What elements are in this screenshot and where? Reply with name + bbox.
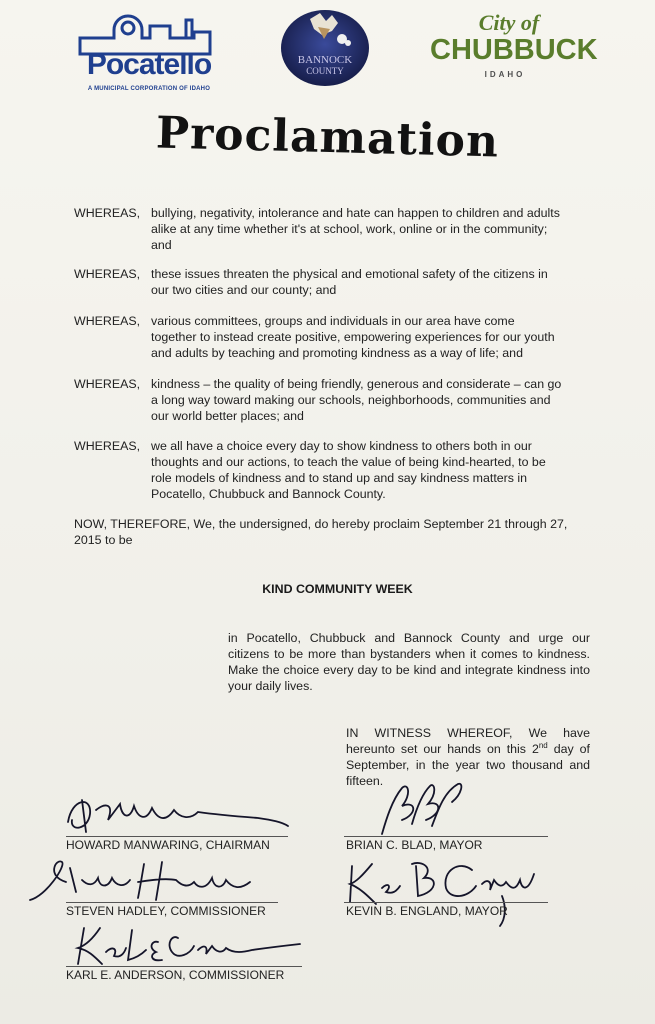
signature-manwaring: [62, 792, 292, 840]
proclamation-title: Proclamation: [155, 107, 500, 168]
witness-ordinal-suffix: nd: [538, 741, 548, 750]
chubbuck-wordmark: CHUBBUCK: [430, 34, 598, 66]
signature-anderson: [66, 924, 306, 968]
signature-line: [344, 902, 548, 903]
event-paragraph: in Pocatello, Chubbuck and Bannock County and urge our citizens to be more than bystanders when it comes to kindness. Make the choice every day to be kind and integrate kindness into your daily lives.: [228, 631, 590, 693]
handwritten-signature-icon: [66, 924, 306, 968]
whereas-label: WHEREAS,: [74, 267, 141, 281]
therefore-paragraph: NOW, THEREFORE, We, the undersigned, do hereby proclaim September 21 through 27, 2015 to be: [74, 517, 568, 547]
witness-text-end: day of September, in the year two thousand and fifteen.: [346, 742, 590, 788]
signatory-name: BRIAN C. BLAD, MAYOR: [346, 838, 483, 852]
signatory-name: HOWARD MANWARING, CHAIRMAN: [66, 838, 270, 852]
whereas-text: we all have a choice every day to show kindness to others both in our thoughts and our actions, to teach the value of being kind-hearted, to be role models of kindness and to stand up and say kindness matters in Pocatello, Chubbuck and Bannock County.: [151, 439, 546, 501]
whereas-label: WHEREAS,: [74, 439, 141, 453]
signature-line: [66, 836, 288, 837]
whereas-clause: [74, 376, 574, 426]
chubbuck-state: IDAHO: [484, 70, 526, 79]
handwritten-signature-icon: [62, 792, 292, 840]
whereas-clause: [74, 438, 574, 504]
whereas-text: kindness – the quality of being friendly, generous and considerate – can go a long way toward making our schools, neighborhoods, communities and our world better places; and: [151, 377, 562, 423]
pocatello-wordmark: Pocatello: [86, 48, 212, 81]
whereas-text: these issues threaten the physical and emotional safety of the citizens in our two cities and our county; and: [151, 267, 548, 297]
whereas-label: WHEREAS,: [74, 377, 141, 391]
signature-line: [66, 902, 278, 903]
pocatello-tagline: A MUNICIPAL CORPORATION OF IDAHO: [87, 86, 211, 92]
pocatello-logo: [74, 12, 224, 96]
whereas-text: various committees, groups and individuals in our area have come together to instead create positive, empowering experiences for our youth and adults by teaching and promoting kindness as a way of life; and: [151, 314, 555, 360]
bannock-seal-text: [280, 55, 370, 77]
signature-line: [344, 836, 548, 837]
handwritten-signature-icon: [372, 780, 472, 840]
whereas-clause: [74, 313, 574, 363]
witness-text-start: IN WITNESS WHEREOF, We have hereunto set our hands on this 2: [346, 726, 590, 756]
event-heading: KIND COMMUNITY WEEK: [262, 582, 413, 596]
bannock-seal-line2: COUNTY: [306, 66, 344, 76]
chubbuck-city-of: City of: [478, 10, 540, 35]
handwritten-signature-icon: [26, 856, 266, 906]
signatory-name: KARL E. ANDERSON, COMMISSIONER: [66, 968, 285, 982]
signature-blad: [372, 780, 472, 840]
whereas-clause: [74, 205, 574, 255]
chubbuck-logo: [430, 10, 598, 86]
signature-line: [66, 966, 302, 967]
whereas-label: WHEREAS,: [74, 314, 141, 328]
signature-hadley: [26, 856, 266, 906]
bannock-seal-line1: BANNOCK: [297, 54, 353, 66]
bannock-county-seal: [280, 9, 370, 87]
whereas-clause: [74, 266, 574, 300]
whereas-text: bullying, negativity, intolerance and hate can happen to children and adults alike at any time whether it's at school, work, online or in the community; and: [151, 206, 560, 252]
signatory-name: KEVIN B. ENGLAND, MAYOR: [346, 904, 508, 918]
signatory-name: STEVEN HADLEY, COMMISSIONER: [66, 904, 266, 918]
whereas-label: WHEREAS,: [74, 206, 141, 220]
